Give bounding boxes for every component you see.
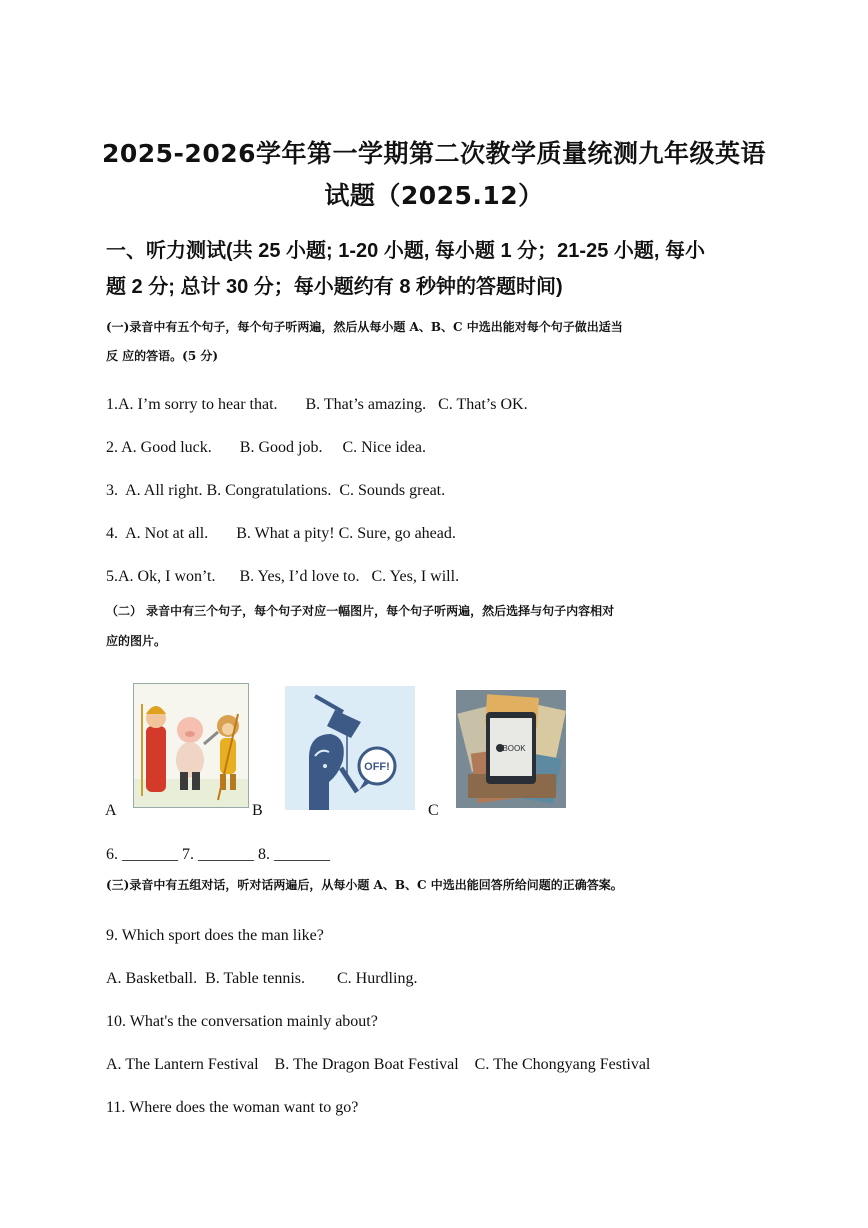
picture-b-turn-off-light: [285, 686, 415, 810]
picture-a-label: A: [105, 802, 117, 819]
part2-instruction-line2: 应的图片。: [106, 634, 167, 648]
question-2: 2. A. Good luck. B. Good job. C. Nice idea.: [106, 439, 426, 456]
question-9-options: A. Basketball. B. Table tennis. C. Hurdling.: [106, 970, 418, 987]
question-3: 3. A. All right. B. Congratulations. C. Sounds great.: [106, 482, 446, 499]
question-1: 1.A. I’m sorry to hear that. B. That’s amazing. C. That’s OK.: [106, 396, 528, 413]
picture-c-label: C: [428, 802, 439, 819]
question-11: 11. Where does the woman want to go?: [106, 1099, 359, 1116]
part1-instruction-line2: 反 应的答语。(5 分): [106, 349, 219, 363]
section-heading-line1: 一、听力测试(共 25 小题; 1-20 小题, 每小题 1 分；21-25 小题, 每小: [106, 240, 705, 262]
page-title-line1: 2025-2026学年第一学期第二次教学质量统测九年级英语: [101, 139, 767, 168]
off-sign-text: OFF!: [364, 761, 390, 773]
page-title-line2: 试题（2025.12）: [324, 181, 544, 210]
answer-blanks-6-8: 6. _______ 7. _______ 8. _______: [106, 846, 330, 863]
picture-a-cartoon-characters: [133, 683, 249, 808]
part3-instruction: (三)录音中有五组对话，听对话两遍后，从每小题 A、B、C 中选出能回答所给问题的正确答案。: [106, 878, 623, 892]
part2-instruction-line1: （二） 录音中有三个句子，每个句子对应一幅图片，每个句子听两遍，然后选择与句子内容相对: [106, 604, 615, 618]
question-5: 5.A. Ok, I won’t. B. Yes, I’d love to. C. Yes, I will.: [106, 568, 460, 585]
part1-instruction-line1: (一)录音中有五个句子，每个句子听两遍，然后从每小题 A、B、C 中选出能对每个句子做出适当: [106, 320, 623, 334]
picture-b-label: B: [252, 802, 263, 819]
picture-c-ebook: [456, 690, 566, 808]
question-4: 4. A. Not at all. B. What a pity! C. Sure, go ahead.: [106, 525, 456, 542]
question-9: 9. Which sport does the man like?: [106, 927, 324, 944]
ebook-cover-text: BOOK: [502, 744, 526, 753]
ebook-illustration: [456, 690, 566, 808]
cartoon-characters-illustration: [134, 684, 248, 807]
section-heading-line2: 题 2 分; 总计 30 分；每小题约有 8 秒钟的答题时间): [106, 276, 563, 298]
lamp-switch-illustration: [285, 686, 415, 810]
question-10: 10. What's the conversation mainly about?: [106, 1013, 378, 1030]
question-10-options: A. The Lantern Festival B. The Dragon Boat Festival C. The Chongyang Festival: [106, 1056, 651, 1073]
